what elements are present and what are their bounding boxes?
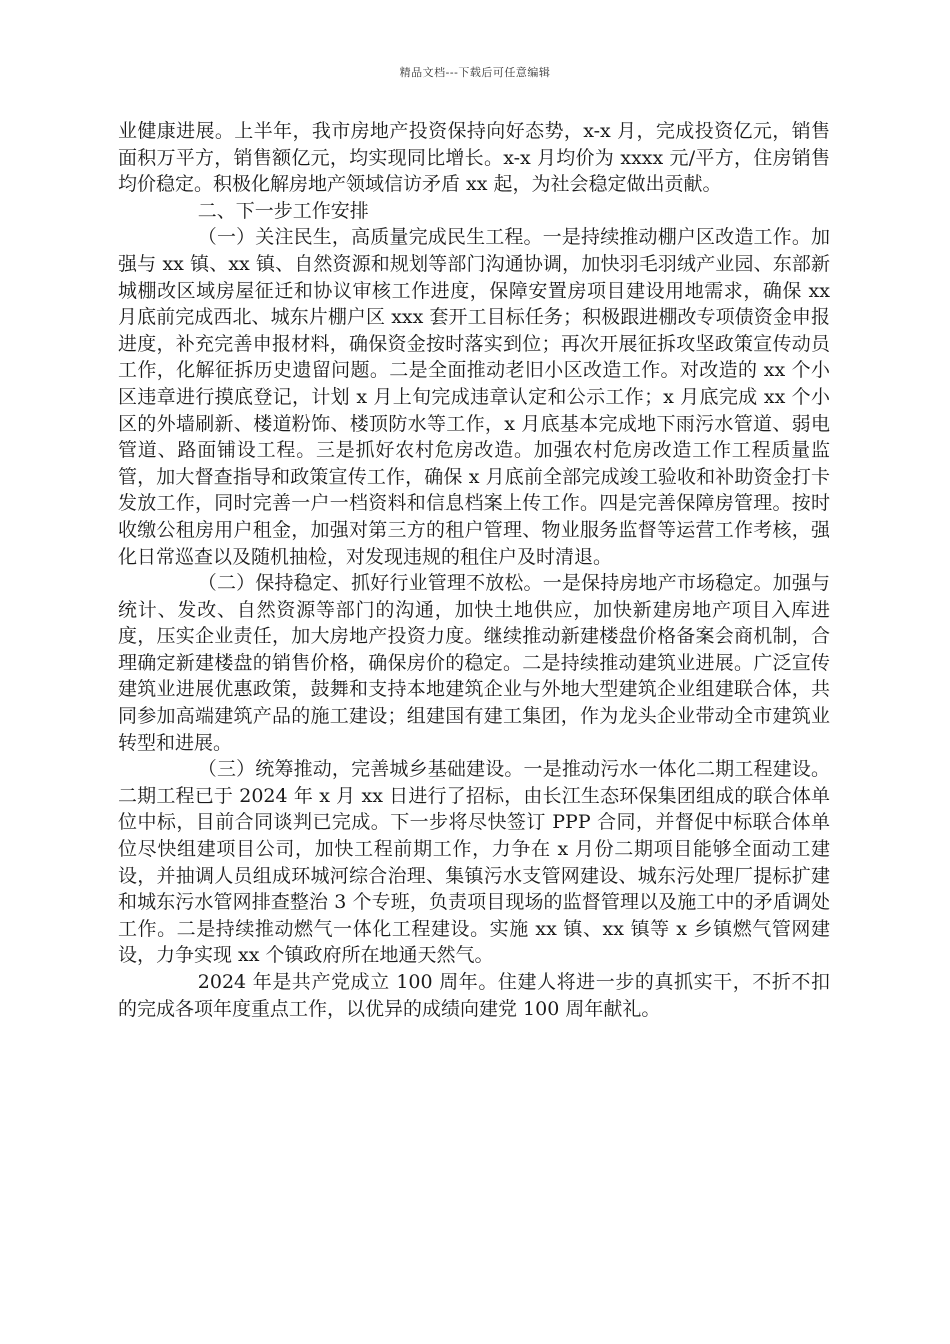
paragraph-conclusion: 2024 年是共产党成立 100 周年。住建人将进一步的真抓实干，不折不扣的完成各项年度重点工作，以优异的成绩向建党 100 周年献礼。 [118,971,830,1020]
paragraph-livelihood-projects: （一）关注民生，高质量完成民生工程。一是持续推动棚户区改造工作。加强与 xx 镇、xx 镇、自然资源和规划等部门沟通协调，加快羽毛羽绒产业园、东部新城棚改区域房屋征迁和协议审核工作进度，保障安置房项目建设用地需求，确保 xx 月底前完成西北、城东片棚户区 xxx 套开工目标任务；积极跟进棚改专项债资金申报进度，补充完善申报材料，确保资金按时落实到位；再次开展征拆攻坚政策宣传动员工作，化解征拆历史遗留问题。二是全面推动老旧小区改造工作。对改造的 xx 个小区违章进行摸底登记，计划 x 月上旬完成违章认定和公示工作；x 月底完成 xx 个小区的外墙刷新、楼道粉饰、楼顶防水等工作，x 月底基本完成地下雨污水管道、弱电管道、路面铺设工程。三是抓好农村危房改造。加强农村危房改造工作工程质量监管，加大督查指导和政策宣传工作，确保 x 月底前全部完成竣工验收和补助资金打卡发放工作，同时完善一户一档资料和信息档案上传工作。四是完善保障房管理。按时收缴公租房用户租金，加强对第三方的租户管理、物业服务监督等运营工作考核，强化日常巡查以及随机抽检，对发现违规的租住户及时清退。 [118,226,830,568]
page-header: 精品文档---下载后可任意编辑 [399,66,551,79]
section-heading-next-steps: 二、下一步工作安排 [197,199,369,222]
paragraph-infrastructure: （三）统筹推动，完善城乡基础建设。一是推动污水一体化二期工程建设。二期工程已于 2024 年 x 月 xx 日进行了招标，由长江生态环保集团组成的联合体单位中标，目前合同谈判已完成。下一步将尽快签订 PPP 合同，并督促中标联合体单位尽快组建项目公司，加快工程前期工作，力争在 x 月份二期项目能够全面动工建设，并抽调人员组成环城河综合治理、集镇污水支管网建设、城东污处理厂提标扩建和城东污水管网排查整治 3 个专班，负责项目现场的监督管理以及施工中的矛盾调处工作。二是持续推动燃气一体化工程建设。实施 xx 镇、xx 镇等 x 乡镇燃气管网建设，力争实现 xx 个镇政府所在地通天然气。 [118,758,830,967]
paragraph-industry-management: （二）保持稳定、抓好行业管理不放松。一是保持房地产市场稳定。加强与统计、发改、自然资源等部门的沟通，加快土地供应，加快新建房地产项目入库进度，压实企业责任，加大房地产投资力度。继续推动新建楼盘价格备案会商机制，合理确定新建楼盘的销售价格，确保房价的稳定。二是持续推动建筑业进展。广泛宣传建筑业进展优惠政策，鼓舞和支持本地建筑企业与外地大型建筑企业组建联合体，共同参加高端建筑产品的施工建设；组建国有建工集团，作为龙头企业带动全市建筑业转型和进展。 [118,572,830,754]
paragraph-continuation: 业健康进展。上半年，我市房地产投资保持向好态势，x-x 月，完成投资亿元，销售面积万平方，销售额亿元，均实现同比增长。x-x 月均价为 xxxx 元/平方，住房销售均价稳定。积极化解房地产领域信访矛盾 xx 起，为社会稳定做出贡献。 [118,120,830,196]
document-body [118,118,830,1022]
